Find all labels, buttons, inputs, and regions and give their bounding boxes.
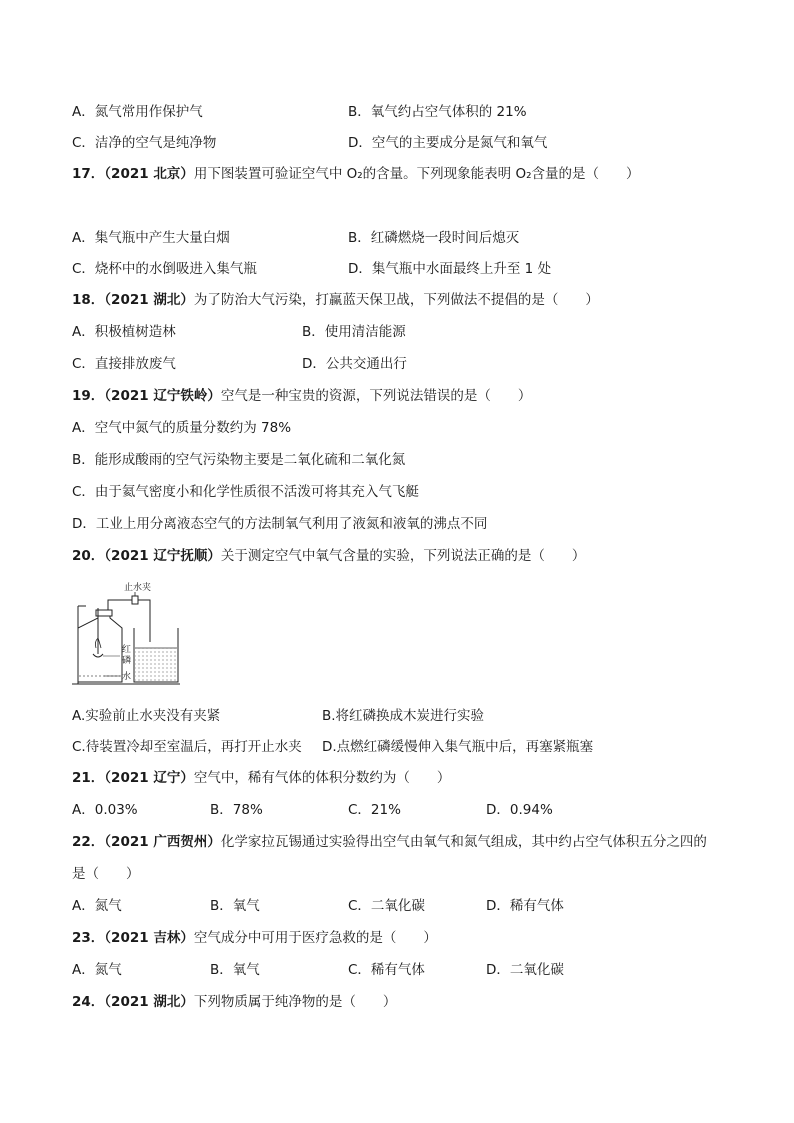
q16-option-c: C．洁净的空气是纯净物 bbox=[72, 135, 217, 151]
q16-option-a: A．氮气常用作保护气 bbox=[72, 104, 203, 120]
q20-source: （2021 辽宁抚顺） bbox=[104, 548, 221, 564]
q21-option-c: C．21% bbox=[348, 802, 401, 818]
q23-stem: 空气成分中可用于医疗急救的是（ ） bbox=[193, 930, 437, 946]
q22-source: （2021 广西贺州） bbox=[104, 834, 221, 850]
q21-option-b: B．78% bbox=[210, 802, 263, 818]
q21-number: 21． bbox=[72, 770, 105, 786]
water-clamp-icon bbox=[132, 596, 138, 604]
q19-stem-line bbox=[72, 386, 531, 406]
q23-option-b: B．氧气 bbox=[210, 962, 260, 978]
q23-number: 23． bbox=[72, 930, 105, 946]
q17-option-b: B．红磷燃烧一段时间后熄灭 bbox=[348, 230, 520, 246]
phosphorus-label-2: 磷 bbox=[122, 656, 132, 666]
q19-option-a: A．空气中氮气的质量分数约为 78% bbox=[72, 420, 292, 436]
q19-option-d: D．工业上用分离液态空气的方法制氧气利用了液氮和液氧的沸点不同 bbox=[72, 516, 488, 532]
q21-stem-line bbox=[72, 768, 450, 788]
q17-option-a: A．集气瓶中产生大量白烟 bbox=[72, 230, 230, 246]
q20-stem-line bbox=[72, 546, 585, 566]
water-label: 水 bbox=[122, 672, 132, 682]
q16-option-d: D．空气的主要成分是氮气和氧气 bbox=[348, 135, 548, 151]
q23-source: （2021 吉林） bbox=[104, 930, 194, 946]
q22-option-d: D．稀有气体 bbox=[486, 898, 564, 914]
q24-stem-line bbox=[72, 992, 396, 1012]
q22-stem: 化学家拉瓦锡通过实验得出空气由氧气和氮气组成，其中约占空气体积五分之四的 bbox=[220, 834, 707, 850]
q21-option-d: D．0.94% bbox=[486, 802, 553, 818]
q20-option-c: C.待装置冷却至室温后，再打开止水夹 bbox=[72, 739, 302, 755]
q21-stem: 空气中，稀有气体的体积分数约为（ ） bbox=[193, 770, 451, 786]
q22-stem-line bbox=[72, 832, 707, 852]
q18-stem: 为了防治大气污染，打赢蓝天保卫战，下列做法不提倡的是（ ） bbox=[193, 292, 599, 308]
q17-number: 17． bbox=[72, 166, 105, 182]
q17-source: （2021 北京） bbox=[104, 166, 194, 182]
q21-option-a: A．0.03% bbox=[72, 802, 138, 818]
q18-option-c: C．直接排放废气 bbox=[72, 356, 176, 372]
q18-option-a: A．积极植树造林 bbox=[72, 324, 176, 340]
q16-option-b: B．氧气约占空气体积的 21% bbox=[348, 104, 527, 120]
q17-option-d: D．集气瓶中水面最终上升至 1 处 bbox=[348, 261, 552, 277]
q19-option-c: C．由于氦气密度小和化学性质很不活泼可将其充入气飞艇 bbox=[72, 484, 419, 500]
q20-number: 20． bbox=[72, 548, 105, 564]
q23-option-d: D．二氧化碳 bbox=[486, 962, 564, 978]
q23-option-a: A．氮气 bbox=[72, 962, 122, 978]
q20-stem: 关于测定空气中氧气含量的实验，下列说法正确的是（ ） bbox=[220, 548, 586, 564]
q20-option-b: B.将红磷换成木炭进行实验 bbox=[322, 708, 485, 724]
q19-source: （2021 辽宁铁岭） bbox=[104, 388, 221, 404]
q18-source: （2021 湖北） bbox=[104, 292, 194, 308]
q24-source: （2021 湖北） bbox=[104, 994, 194, 1010]
q22-option-c: C．二氧化碳 bbox=[348, 898, 425, 914]
q22-option-b: B．氧气 bbox=[210, 898, 260, 914]
q20-option-d: D.点燃红磷缓慢伸入集气瓶中后，再塞紧瓶塞 bbox=[322, 739, 594, 755]
experiment-apparatus-diagram bbox=[70, 582, 182, 688]
q18-option-b: B．使用清洁能源 bbox=[302, 324, 406, 340]
q19-option-b: B．能形成酸雨的空气污染物主要是二氧化硫和二氧化氮 bbox=[72, 452, 406, 468]
q23-option-c: C．稀有气体 bbox=[348, 962, 425, 978]
phosphorus-label-1: 红 bbox=[122, 645, 132, 655]
q23-stem-line bbox=[72, 928, 437, 948]
q17-stem-line bbox=[72, 164, 640, 184]
q18-option-d: D．公共交通出行 bbox=[302, 356, 407, 372]
q17-option-c: C．烧杯中的水倒吸进入集气瓶 bbox=[72, 261, 257, 277]
q24-number: 24． bbox=[72, 994, 105, 1010]
gas-collecting-bottle bbox=[78, 614, 122, 682]
q24-stem: 下列物质属于纯净物的是（ ） bbox=[193, 994, 397, 1010]
q21-source: （2021 辽宁） bbox=[104, 770, 194, 786]
q17-stem: 用下图装置可验证空气中 O₂的含量。下列现象能表明 O₂含量的是（ ） bbox=[193, 166, 640, 182]
q22-stem-continued: 是（ ） bbox=[72, 866, 140, 882]
q20-option-a: A.实验前止水夹没有夹紧 bbox=[72, 708, 221, 724]
q22-number: 22． bbox=[72, 834, 105, 850]
beaker-water bbox=[135, 648, 177, 681]
q18-stem-line bbox=[72, 290, 599, 310]
q19-stem: 空气是一种宝贵的资源，下列说法错误的是（ ） bbox=[220, 388, 532, 404]
q18-number: 18． bbox=[72, 292, 105, 308]
q19-number: 19． bbox=[72, 388, 105, 404]
q22-option-a: A．氮气 bbox=[72, 898, 122, 914]
clamp-label: 止水夹 bbox=[124, 583, 152, 593]
combustion-spoon-cup bbox=[93, 654, 103, 657]
